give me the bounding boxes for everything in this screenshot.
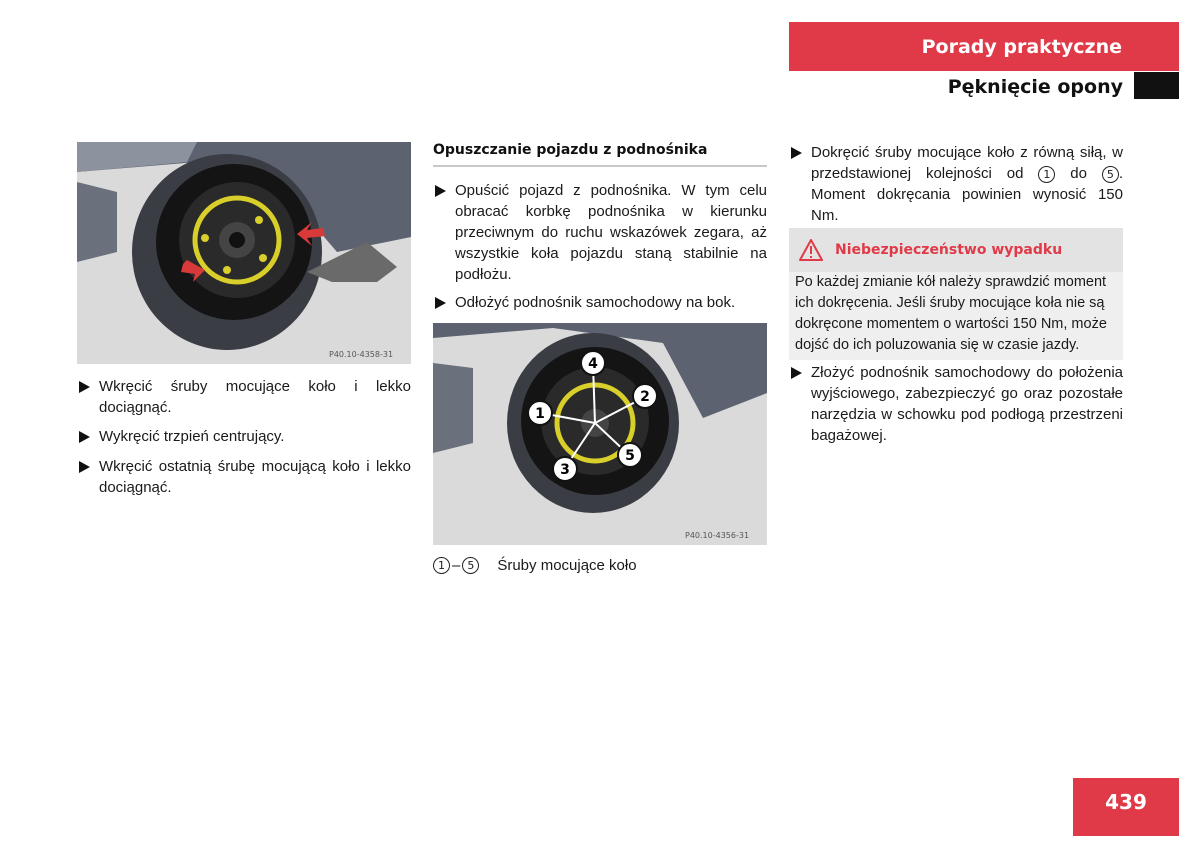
section-heading: Opuszczanie pojazdu z podnośnika [433, 142, 767, 167]
bolt-order-illustration [433, 323, 767, 545]
inline-number-1: 1 [1038, 166, 1055, 183]
svg-text:1: 1 [535, 406, 545, 422]
caption-range-end: 5 [462, 557, 479, 574]
warning-header [789, 228, 1123, 272]
chapter-tab-marker [1134, 72, 1179, 99]
list-item-text-a: Dokręcić śruby mocujące koło z równą siłą, w przedstawionej kolejności od [811, 144, 1123, 182]
svg-text:2: 2 [640, 389, 650, 405]
list-item-text-c: . Moment dokręcania powinien wynosić 150 Nm. [811, 165, 1123, 224]
warning-body: Po każdej zmianie kół należy sprawdzić moment ich dokręcenia. Jeśli śruby mocujące koła nie są dokręcone momentem o wartości 150 Nm, może dojść do ich poluzowania się w czasie jazdy. [789, 272, 1123, 360]
page-number [1073, 778, 1179, 836]
bolt-label-4 [581, 351, 605, 375]
wheel-photo-bolt-order [433, 323, 767, 545]
list-item-text: Wkręcić ostatnią śrubę mocującą koło i lekko dociągnąć. [99, 458, 411, 496]
svg-text:3: 3 [560, 462, 570, 478]
chapter-title: Pęknięcie opony [947, 76, 1123, 98]
caption-text: Śruby mocujące koło [497, 557, 637, 574]
bullet-arrow-icon [791, 147, 802, 159]
list-item-text-b: do [1070, 165, 1087, 182]
list-item [77, 456, 411, 498]
list-item-text: Odłożyć podnośnik samochodowy na bok. [455, 294, 736, 311]
section-title: Porady praktyczne [921, 35, 1122, 58]
list-item-text: Opuścić pojazd z podnośnika. W tym celu obracać korbkę podnośnika w kierunku przeciwnym do ruchu wskazówek zegara, aż wszystkie koła pojazdu staną stabilnie na podłożu. [455, 182, 767, 283]
bullet-arrow-icon [79, 461, 90, 473]
bolt-label-5 [618, 443, 642, 467]
list-item-text: Wkręcić śruby mocujące koło i lekko dociągnąć. [99, 378, 411, 416]
bullet-arrow-icon [791, 367, 802, 379]
list-item [433, 180, 767, 285]
photo-code: P40.10-4358-31 [329, 350, 394, 359]
bullet-arrow-icon [79, 431, 90, 443]
photo-code: P40.10-4356-31 [685, 531, 750, 540]
list-item-text: Złożyć podnośnik samochodowy do położenia wyjściowego, zabezpieczyć go oraz pozostałe narzędzia w schowku pod podłogą przestrzeni bagażowej. [811, 364, 1123, 444]
caption-range-start: 1 [433, 557, 450, 574]
list-item-text: Wykręcić trzpień centrujący. [99, 428, 285, 445]
list-item [77, 376, 411, 418]
bullet-arrow-icon [435, 185, 446, 197]
list-item [77, 426, 411, 447]
page-number-text: 439 [1105, 790, 1147, 814]
svg-text:4: 4 [588, 356, 598, 372]
section-header-bar [789, 22, 1179, 71]
bolt-label-2 [633, 384, 657, 408]
bolt-label-3 [553, 457, 577, 481]
list-item [789, 142, 1123, 226]
caption-dash: – [452, 557, 461, 574]
svg-text:5: 5 [625, 448, 635, 464]
wheel-photo-jack [77, 142, 411, 364]
list-item [789, 362, 1123, 446]
list-item [433, 292, 767, 313]
bullet-arrow-icon [79, 381, 90, 393]
bolt-label-1 [528, 401, 552, 425]
wheel-jack-illustration [77, 142, 411, 364]
figure-caption [433, 557, 637, 574]
warning-title: Niebezpieczeństwo wypadku [835, 242, 1063, 258]
bullet-arrow-icon [435, 297, 446, 309]
inline-number-5: 5 [1102, 166, 1119, 183]
warning-triangle-icon [799, 239, 823, 261]
